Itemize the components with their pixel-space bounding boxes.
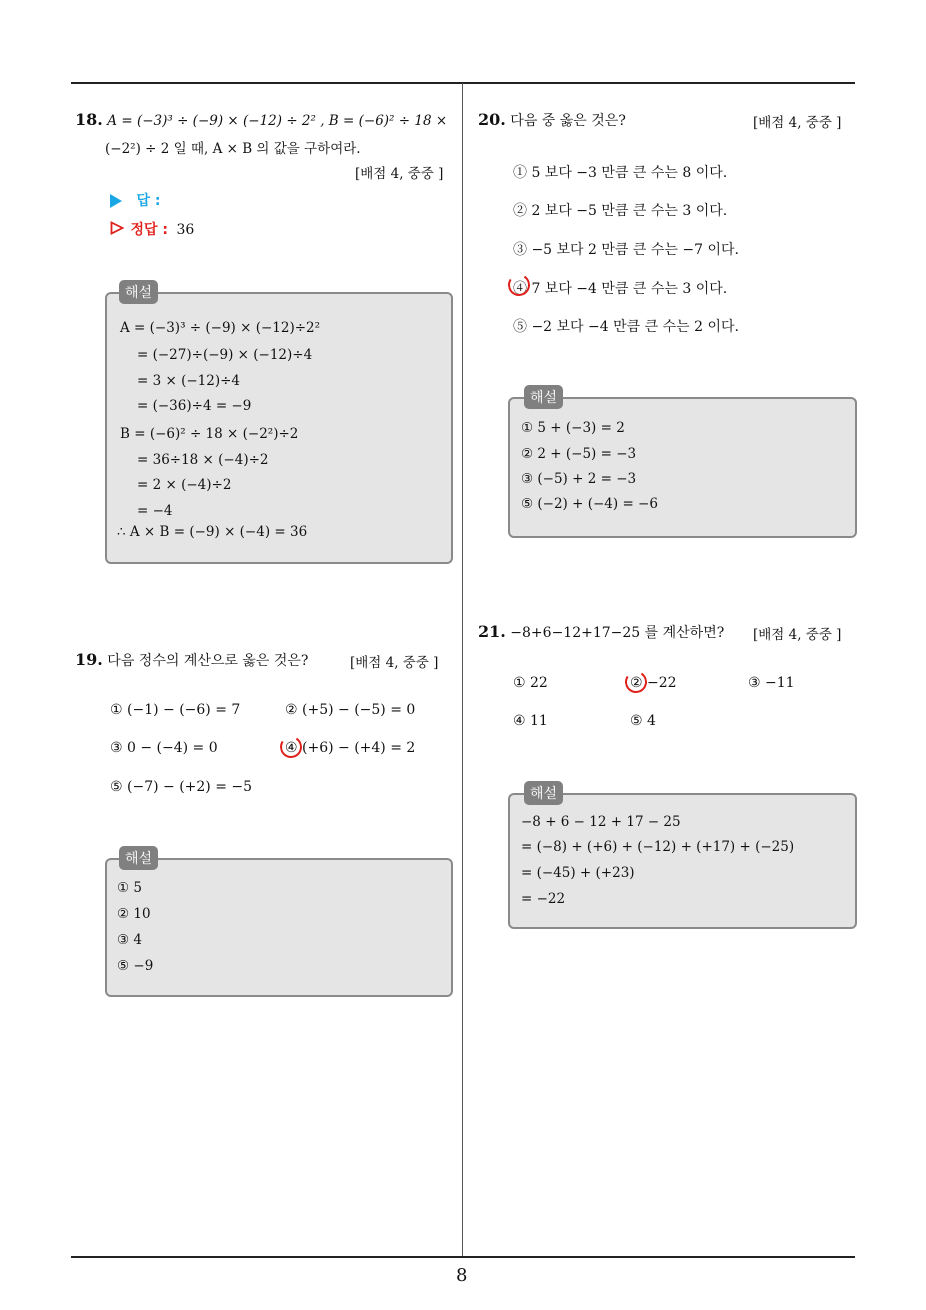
question-text: −8+6−12+17−25 를 계산하면?: [510, 625, 725, 641]
page-number: 8: [456, 1265, 468, 1286]
score-label: [배점 4, 중중 ]: [355, 166, 444, 182]
explanation-line: = (−8) + (+6) + (−12) + (+17) + (−25): [521, 839, 795, 855]
score-label: [배점 4, 중중 ]: [350, 655, 439, 671]
correct-mark-circle: [278, 734, 304, 760]
explanation-tag: 해설: [524, 781, 563, 805]
explanation-line: ① 5: [117, 880, 142, 896]
explanation-line: ③ (−5) + 2 = −3: [521, 471, 637, 487]
choice-3[interactable]: ③ −11: [748, 675, 795, 691]
column-divider: [462, 83, 463, 1258]
question-number: 21.: [478, 622, 506, 641]
explanation-line: ③ 4: [117, 932, 142, 948]
explanation-line: ② 10: [117, 906, 151, 922]
explanation-box: [105, 858, 453, 997]
choice-2[interactable]: ② 2 보다 −5 만큼 큰 수는 3 이다.: [513, 203, 728, 219]
correct-row: [110, 219, 194, 239]
explanation-line: = 2 × (−4)÷2: [137, 477, 232, 493]
choice-4[interactable]: ④ (+6) − (+4) = 2: [285, 740, 416, 756]
choice-5[interactable]: ⑤ (−7) − (+2) = −5: [110, 779, 253, 795]
correct-value: 36: [176, 222, 195, 238]
question-text-line1: A = (−3)³ ÷ (−9) × (−12) ÷ 2² , B = (−6)² ÷ 18 ×: [107, 113, 448, 129]
explanation-tag: 해설: [524, 385, 563, 409]
question-number: 18.: [75, 110, 103, 129]
question-text-line2: (−2²) ÷ 2 일 때, A × B 의 값을 구하여라.: [105, 141, 361, 157]
answer-label: 답 :: [136, 193, 161, 209]
choice-1[interactable]: ① (−1) − (−6) = 7: [110, 702, 241, 718]
choice-2[interactable]: ② (+5) − (−5) = 0: [285, 702, 416, 718]
explanation-line: B = (−6)² ÷ 18 × (−2²)÷2: [120, 426, 299, 442]
explanation-line: ∴ A × B = (−9) × (−4) = 36: [117, 524, 308, 540]
explanation-line: = 3 × (−12)÷4: [137, 373, 241, 389]
play-icon: [110, 194, 122, 208]
explanation-line: ① 5 + (−3) = 2: [521, 420, 625, 436]
explanation-line: = −4: [137, 503, 173, 519]
top-rule: [71, 82, 855, 84]
explanation-tag: 해설: [119, 280, 158, 304]
explanation-line: ⑤ (−2) + (−4) = −6: [521, 496, 658, 512]
choice-5[interactable]: ⑤ −2 보다 −4 만큼 큰 수는 2 이다.: [513, 319, 739, 335]
correct-mark-circle: [623, 669, 649, 695]
explanation-line: = −22: [521, 891, 566, 907]
choice-3[interactable]: ③ 0 − (−4) = 0: [110, 740, 218, 756]
question-number: 19.: [75, 650, 103, 669]
question-text: 다음 정수의 계산으로 옳은 것은?: [107, 653, 309, 669]
choice-3[interactable]: ③ −5 보다 2 만큼 큰 수는 −7 이다.: [513, 242, 739, 258]
correct-label: 정답 :: [130, 222, 168, 238]
question-number: 20.: [478, 110, 506, 129]
score-label: [배점 4, 중중 ]: [753, 115, 842, 131]
choice-4[interactable]: ④ 11: [513, 713, 548, 729]
explanation-line: A = (−3)³ ÷ (−9) × (−12)÷2²: [120, 320, 321, 336]
explanation-tag: 해설: [119, 846, 158, 870]
explanation-line: = (−36)÷4 = −9: [137, 398, 252, 414]
explanation-line: ② 2 + (−5) = −3: [521, 446, 637, 462]
question-text: 다음 중 옳은 것은?: [510, 113, 626, 129]
explanation-line: −8 + 6 − 12 + 17 − 25: [521, 814, 681, 830]
explanation-line: ⑤ −9: [117, 958, 154, 974]
choice-4[interactable]: ④ 7 보다 −4 만큼 큰 수는 3 이다.: [513, 281, 728, 297]
explanation-line: = 36÷18 × (−4)÷2: [137, 452, 269, 468]
score-label: [배점 4, 중중 ]: [753, 627, 842, 643]
explanation-box: [508, 397, 857, 538]
explanation-line: = (−45) + (+23): [521, 865, 635, 881]
choice-1[interactable]: ① 5 보다 −3 만큼 큰 수는 8 이다.: [513, 165, 728, 181]
choice-1[interactable]: ① 22: [513, 675, 548, 691]
choice-2[interactable]: ② −22: [630, 675, 677, 691]
answer-row: [110, 190, 160, 210]
outline-play-icon: [110, 221, 124, 239]
choice-5[interactable]: ⑤ 4: [630, 713, 656, 729]
explanation-line: = (−27)÷(−9) × (−12)÷4: [137, 347, 313, 363]
bottom-rule: [71, 1256, 855, 1258]
